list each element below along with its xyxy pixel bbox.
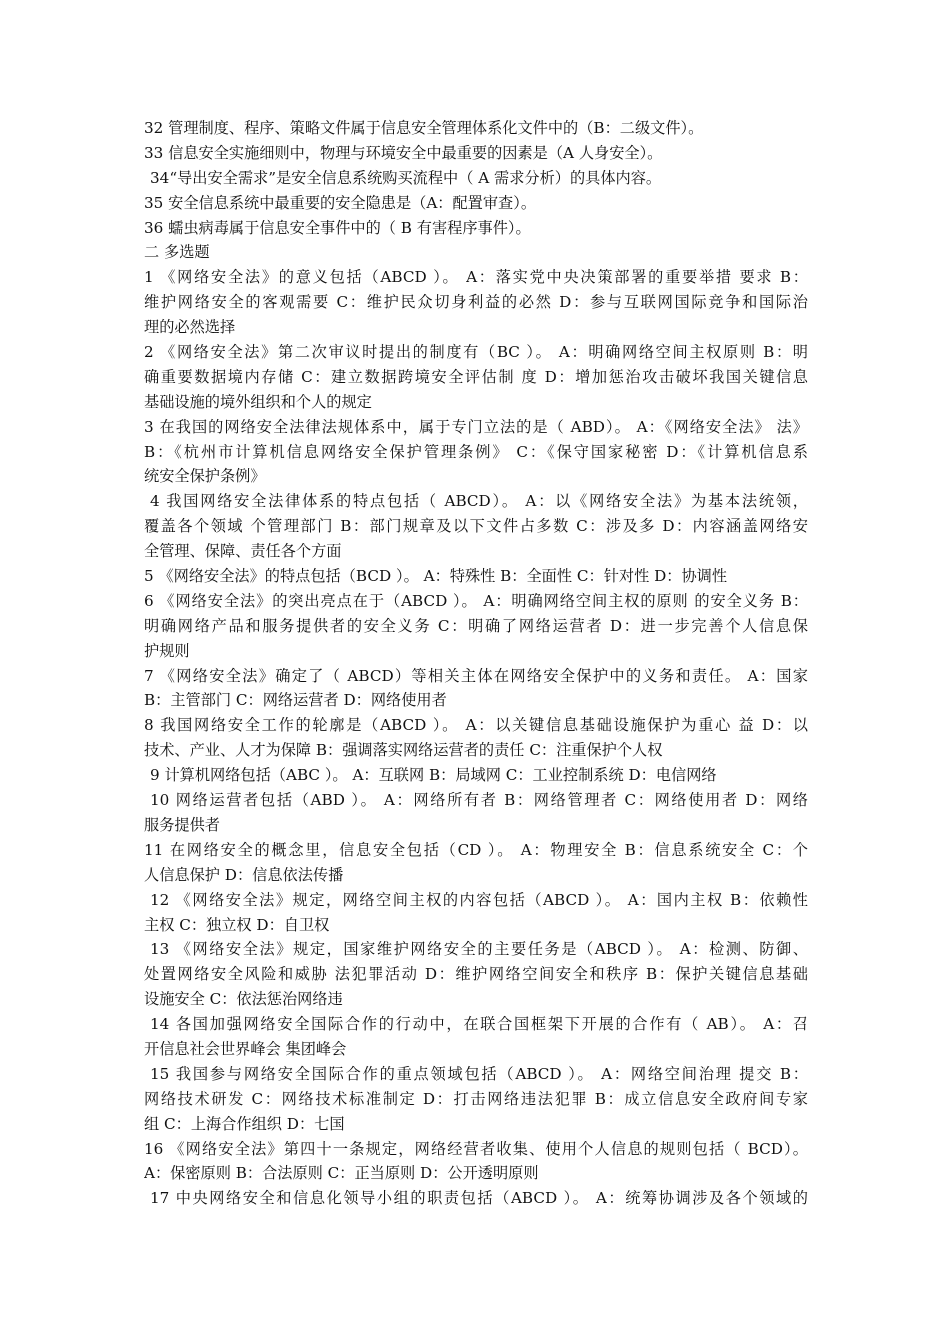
text-line: 全管理、保障、责任各个方面 — [144, 542, 342, 561]
text-line: 12 《网络安全法》规定，网络空间主权的内容包括（ABCD ）。 A：国内主权 B：依赖性 — [150, 890, 808, 909]
text-line: 11 在网络安全的概念里，信息安全包括（CD ）。 A：物理安全 B：信息系统安全 C：个 — [144, 840, 808, 859]
text-line: 7 《网络安全法》确定了（ ABCD）等相关主体在网络安全保护中的义务和责任。 A：国家 — [144, 666, 808, 685]
text-line: 网络技术研发 C：网络技术标准制定 D：打击网络违法犯罪 B：成立信息安全政府间专家 — [144, 1089, 808, 1108]
text-line: 维护网络安全的客观需要 C：维护民众切身利益的必然 D：参与互联网国际竞争和国际治 — [144, 293, 808, 312]
text-line: B：《杭州市计算机信息网络安全保护管理条例》 C：《保守国家秘密 D：《计算机信息系 — [144, 442, 808, 461]
text-line: A：保密原则 B：合法原则 C：正当原则 D：公开透明原则 — [144, 1164, 539, 1183]
text-line: 人信息保护 D：信息依法传播 — [144, 865, 344, 884]
text-line: 统安全保护条例》 — [144, 467, 266, 486]
text-line: 2 《网络安全法》第二次审议时提出的制度有（BC ）。 A：明确网络空间主权原则 B：明 — [144, 343, 808, 362]
text-line: 32 管理制度、程序、策略文件属于信息安全管理体系化文件中的（B：二级文件）。 — [144, 119, 704, 137]
text-line: 14 各国加强网络安全国际合作的行动中，在联合国框架下开展的合作有（ AB）。 A：召 — [150, 1015, 808, 1034]
text-line: 15 我国参与网络安全国际合作的重点领域包括（ABCD ）。 A：网络空间治理 提交 B： — [150, 1064, 808, 1083]
text-line: 9 计算机网络包括（ABC ）。 A：互联网 B：局域网 C：工业控制系统 D：电信网络 — [150, 766, 717, 785]
text-line: 34“导出安全需求”是安全信息系统购买流程中（ A 需求分析）的具体内容。 — [150, 168, 662, 187]
text-line: 13 《网络安全法》规定，国家维护网络安全的主要任务是（ABCD ）。 A：检测、防御、 — [150, 940, 808, 959]
text-line: 明确网络产品和服务提供者的安全义务 C：明确了网络运营者 D：进一步完善个人信息保 — [144, 616, 808, 635]
text-line: 17 中央网络安全和信息化领导小组的职责包括（ABCD ）。 A：统筹协调涉及各个领域的 — [150, 1189, 808, 1208]
text-line: 35 安全信息系统中最重要的安全隐患是（A：配置审查）。 — [144, 193, 537, 212]
text-line: 36 蠕虫病毒属于信息安全事件中的（ B 有害程序事件）。 — [144, 218, 531, 237]
text-line: 二 多选题 — [144, 243, 210, 262]
text-line: 4 我国网络安全法律体系的特点包括（ ABCD）。 A：以《网络安全法》为基本法统领， — [150, 492, 808, 511]
text-line: 33 信息安全实施细则中，物理与环境安全中最重要的因素是（A 人身安全）。 — [144, 143, 663, 162]
text-line: 服务提供者 — [144, 815, 220, 834]
text-line: 3 在我国的网络安全法律法规体系中，属于专门立法的是（ ABD）。 A：《网络安全法》 法》 — [144, 417, 808, 436]
text-line: 技术、产业、人才为保障 B：强调落实网络运营者的责任 C：注重保护个人权 — [144, 741, 663, 760]
text-line: 5 《网络安全法》的特点包括（BCD ）。 A：特殊性 B：全面性 C：针对性 D：协调性 — [144, 567, 728, 586]
text-line: 主权 C：独立权 D：自卫权 — [144, 915, 330, 934]
text-line: 覆盖各个领域 个管理部门 B：部门规章及以下文件占多数 C：涉及多 D：内容涵盖网络安 — [144, 517, 808, 536]
text-line: 设施安全 C：依法惩治网络违 — [144, 990, 343, 1009]
text-line: 护规则 — [144, 641, 190, 660]
text-line: B：主管部门 C：网络运营者 D：网络使用者 — [144, 691, 447, 710]
text-line: 16 《网络安全法》第四十一条规定，网络经营者收集、使用个人信息的规则包括（ BCD）。 — [144, 1139, 808, 1158]
text-line: 6 《网络安全法》的突出亮点在于（ABCD ）。 A：明确网络空间主权的原则 的安全义务 B： — [144, 591, 808, 610]
text-line: 理的必然选择 — [144, 318, 236, 337]
text-line: 基础设施的境外组织和个人的规定 — [144, 392, 372, 411]
text-line: 1 《网络安全法》的意义包括（ABCD ）。 A：落实党中央决策部署的重要举措 要求 B： — [144, 268, 808, 287]
document-body — [144, 116, 808, 1211]
text-line: 确重要数据境内存储 C：建立数据跨境安全评估制 度 D：增加惩治攻击破坏我国关键信息 — [144, 367, 808, 386]
text-line: 10 网络运营者包括（ABD ）。 A：网络所有者 B：网络管理者 C：网络使用者 D：网络 — [150, 791, 808, 810]
text-line: 处置网络安全风险和威胁 法犯罪活动 D：维护网络空间安全和秩序 B：保护关键信息基础 — [144, 965, 808, 984]
text-line: 组 C：上海合作组织 D：七国 — [144, 1114, 345, 1133]
text-line: 8 我国网络安全工作的轮廓是（ABCD ）。 A：以关键信息基础设施保护为重心 益 D：以 — [144, 716, 808, 735]
text-line: 开信息社会世界峰会 集团峰会 — [144, 1039, 347, 1058]
